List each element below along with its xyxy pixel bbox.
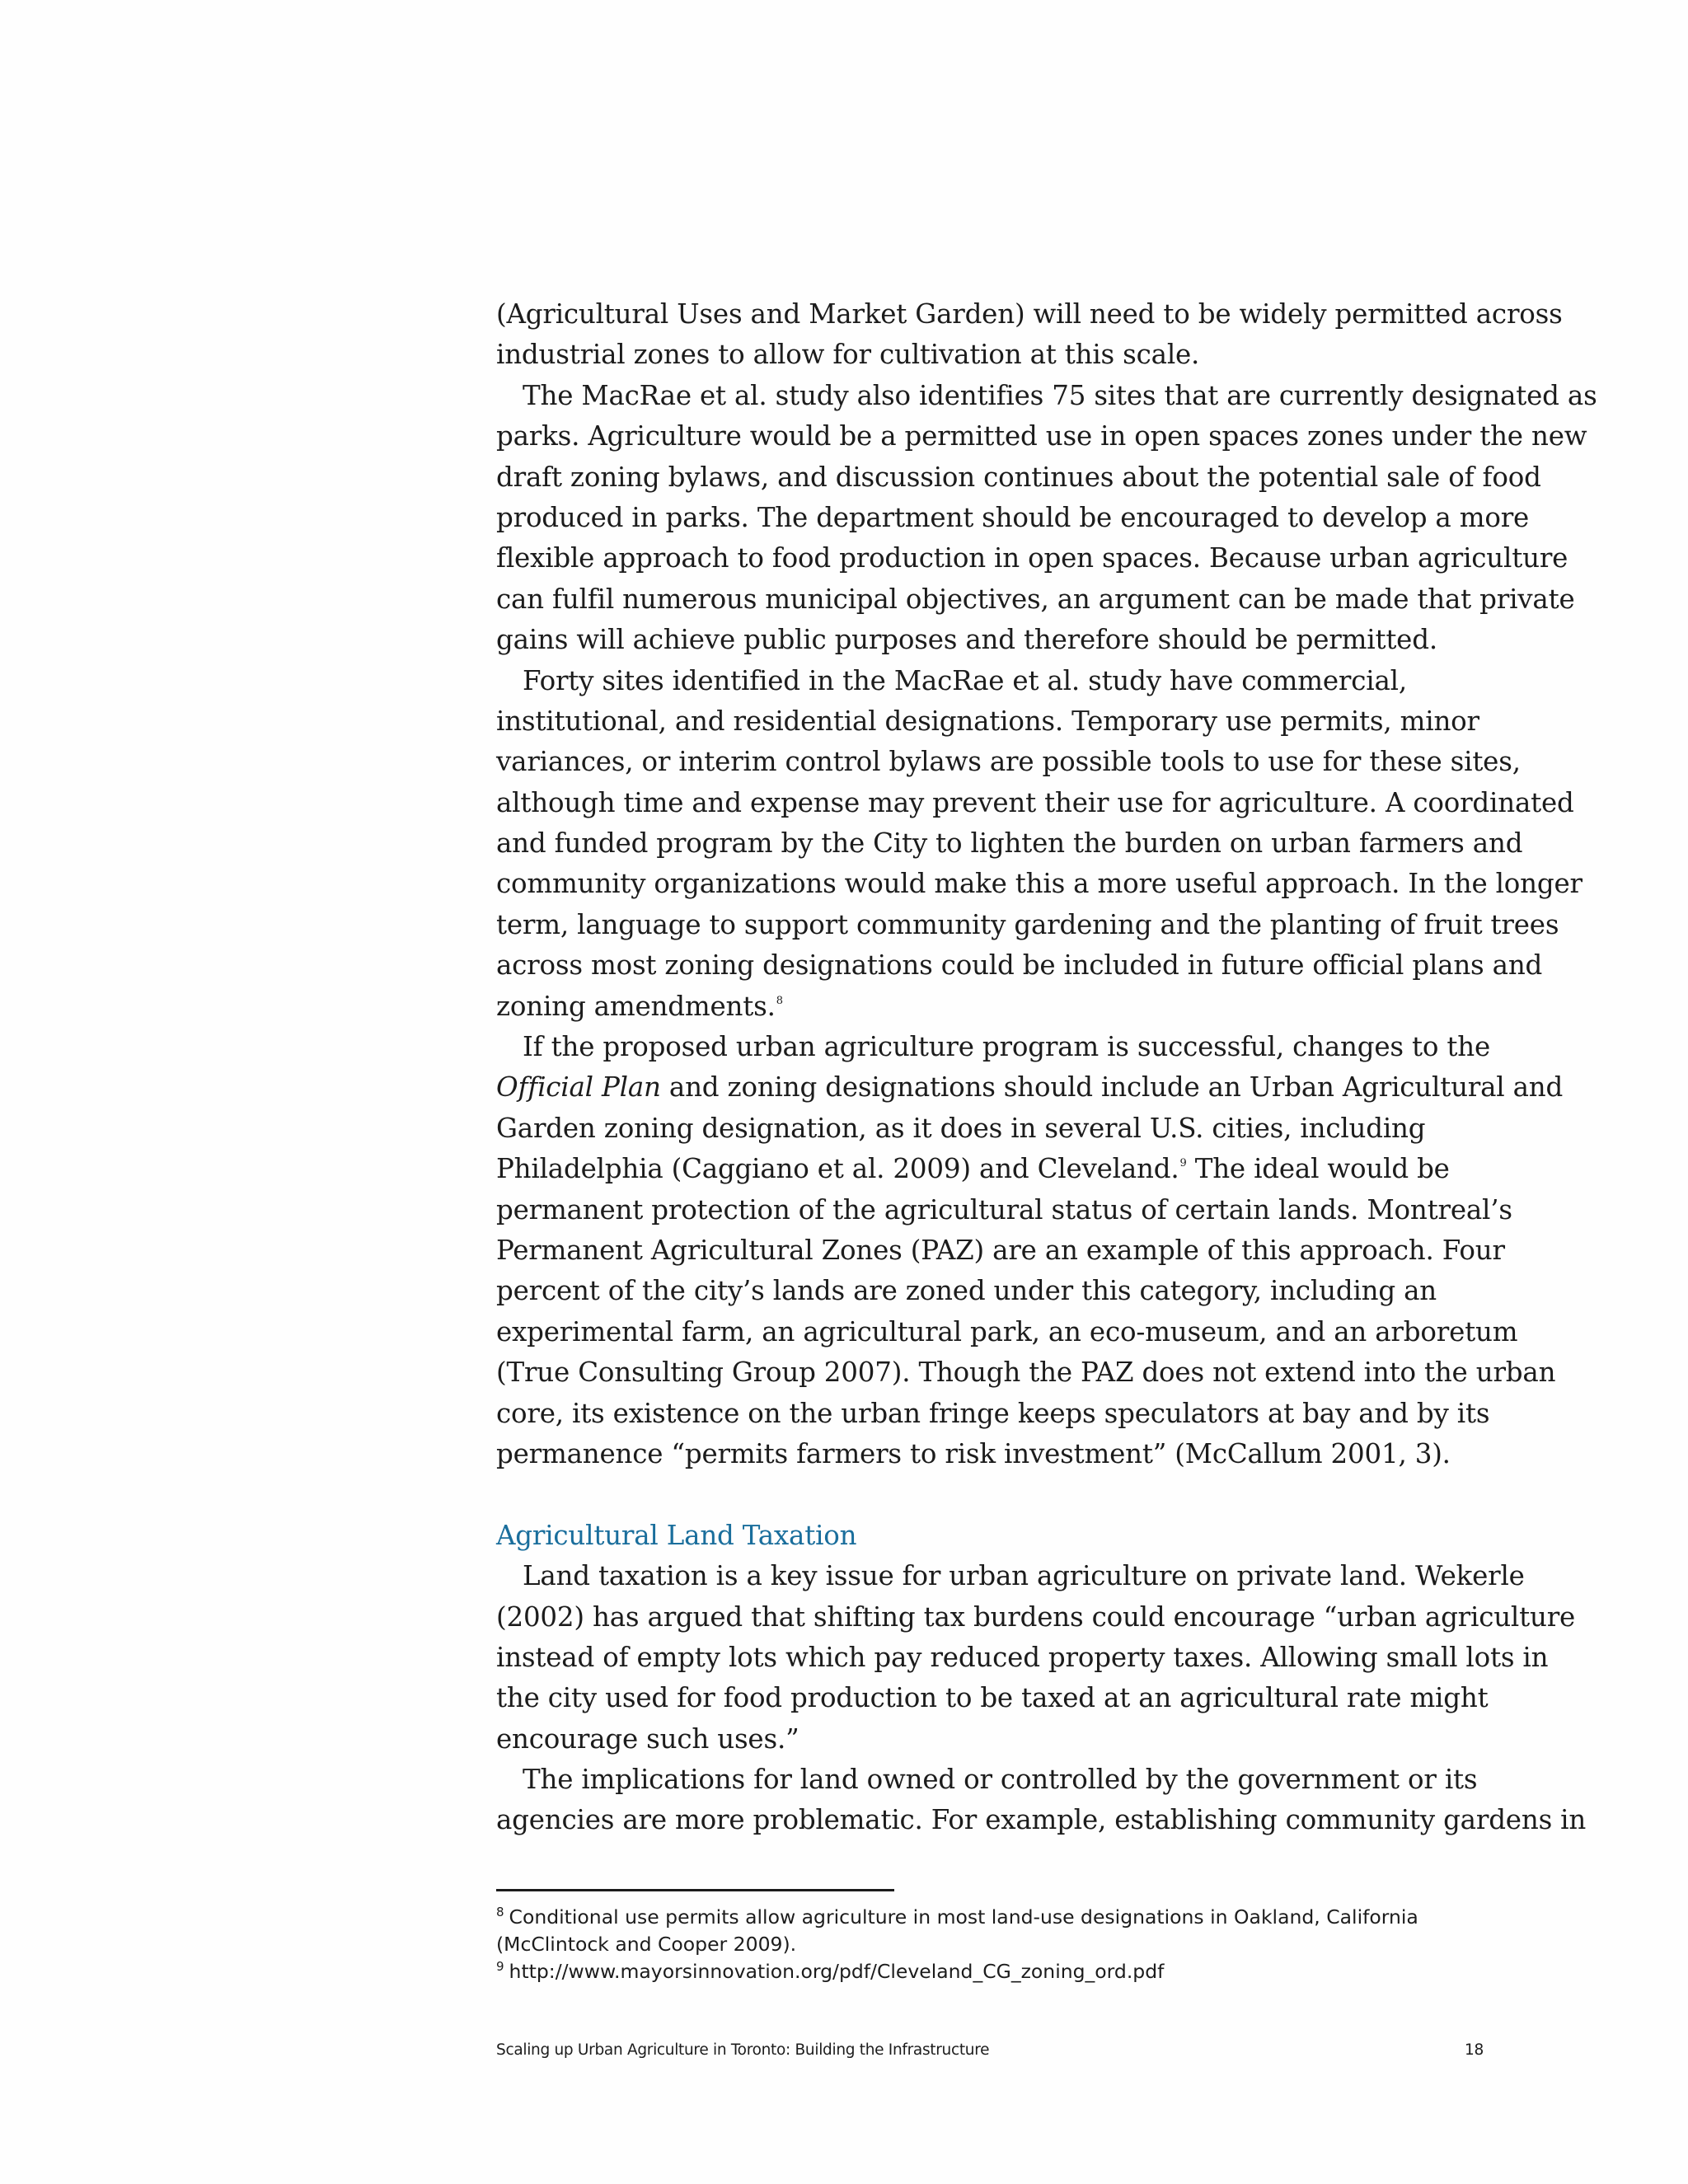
footnote-link[interactable]: http://www.mayorsinnovation.org/pdf/Cleveland_CG_zoning_ord.pdf <box>509 1960 1165 1983</box>
text-fragment: Philadelphia (Caggiano et al. 2009) and Cleveland. <box>496 1153 1179 1185</box>
text-line: draft zoning bylaws, and discussion continues about the potential sale of food <box>496 461 1541 493</box>
text-line: percent of the city’s lands are zoned under this category, including an <box>496 1275 1437 1307</box>
text-line <box>496 987 1510 1027</box>
text-line: parks. Agriculture would be a permitted use in open spaces zones under the new <box>496 420 1587 452</box>
section-heading: Agricultural Land Taxation <box>496 1519 857 1551</box>
text-line: If the proposed urban agriculture program is successful, changes to the <box>523 1031 1490 1063</box>
text-line: (2002) has argued that shifting tax burdens could encourage “urban agriculture <box>496 1601 1576 1633</box>
text-line: The implications for land owned or controlled by the government or its <box>523 1764 1478 1796</box>
text-line: permanence “permits farmers to risk investment” (McCallum 2001, 3). <box>496 1437 1451 1469</box>
text-line: experimental farm, an agricultural park, an eco-museum, and an arboretum <box>496 1315 1518 1347</box>
text-line: The MacRae et al. study also identifies 75 sites that are currently designated as <box>523 379 1597 411</box>
footnote-9 <box>496 1958 1510 1985</box>
footnotes <box>496 1904 1510 1985</box>
text-line: across most zoning designations could be included in future official plans and <box>496 949 1543 982</box>
text-line: flexible approach to food production in open spaces. Because urban agriculture <box>496 542 1568 574</box>
footnote-ref-8[interactable]: 8 <box>776 994 783 1007</box>
text-line: instead of empty lots which pay reduced property taxes. Allowing small lots in <box>496 1641 1549 1673</box>
text-line: can fulfil numerous municipal objectives, an argument can be made that private <box>496 583 1575 615</box>
text-line: agencies are more problematic. For example, establishing community gardens in <box>496 1804 1587 1836</box>
footnote-ref-9[interactable]: 9 <box>1179 1157 1187 1170</box>
page-footer <box>496 2041 1484 2059</box>
text-line: (Agricultural Uses and Market Garden) will need to be widely permitted across <box>496 298 1563 330</box>
running-title: Scaling up Urban Agriculture in Toronto: Building the Infrastructure <box>496 2041 990 2059</box>
text-line: Forty sites identified in the MacRae et al. study have commercial, <box>523 664 1407 696</box>
text-line: term, language to support community gardening and the planting of fruit trees <box>496 908 1559 940</box>
text-fragment: and zoning designations should include an Urban Agricultural and <box>660 1071 1564 1104</box>
text-line <box>496 1067 1564 1108</box>
body-text <box>496 294 1597 1841</box>
text-line: and funded program by the City to lighten the burden on urban farmers and <box>496 827 1523 860</box>
page-number: 18 <box>1465 2041 1484 2059</box>
footnote-number: 8 <box>496 1905 504 1919</box>
text-line: Permanent Agricultural Zones (PAZ) are an example of this approach. Four <box>496 1234 1505 1266</box>
text-line: core, its existence on the urban fringe keeps speculators at bay and by its <box>496 1397 1490 1429</box>
footnote-8 <box>496 1904 1510 1931</box>
text-line: (True Consulting Group 2007). Though the PAZ does not extend into the urban <box>496 1357 1556 1389</box>
italic-title: Official Plan <box>496 1071 661 1104</box>
footnote-text: Conditional use permits allow agriculture in most land-use designations in Oakland, California <box>509 1905 1418 1929</box>
section-spacer <box>496 1474 1510 1515</box>
text-line: encourage such uses.” <box>496 1722 799 1755</box>
text-line: although time and expense may prevent their use for agriculture. A coordinated <box>496 786 1574 818</box>
footnote-divider <box>496 1889 894 1891</box>
text-line: variances, or interim control bylaws are possible tools to use for these sites, <box>496 746 1521 778</box>
text-line: institutional, and residential designations. Temporary use permits, minor <box>496 705 1479 737</box>
text-fragment: zoning amendments. <box>496 990 776 1022</box>
text-line <box>496 1149 1510 1189</box>
text-line: Garden zoning designation, as it does in several U.S. cities, including <box>496 1112 1426 1144</box>
text-line: Land taxation is a key issue for urban agriculture on private land. Wekerle <box>523 1560 1525 1592</box>
footnote-number: 9 <box>496 1959 504 1974</box>
footnote-8-continued: (McClintock and Cooper 2009). <box>496 1933 797 1956</box>
text-line: the city used for food production to be taxed at an agricultural rate might <box>496 1682 1489 1714</box>
text-line: industrial zones to allow for cultivation at this scale. <box>496 339 1200 371</box>
text-line: gains will achieve public purposes and therefore should be permitted. <box>496 624 1437 656</box>
text-line: permanent protection of the agricultural status of certain lands. Montreal’s <box>496 1193 1512 1226</box>
text-line: produced in parks. The department should be encouraged to develop a more <box>496 501 1530 533</box>
text-fragment: The ideal would be <box>1186 1153 1450 1185</box>
text-line: community organizations would make this a more useful approach. In the longer <box>496 868 1582 900</box>
